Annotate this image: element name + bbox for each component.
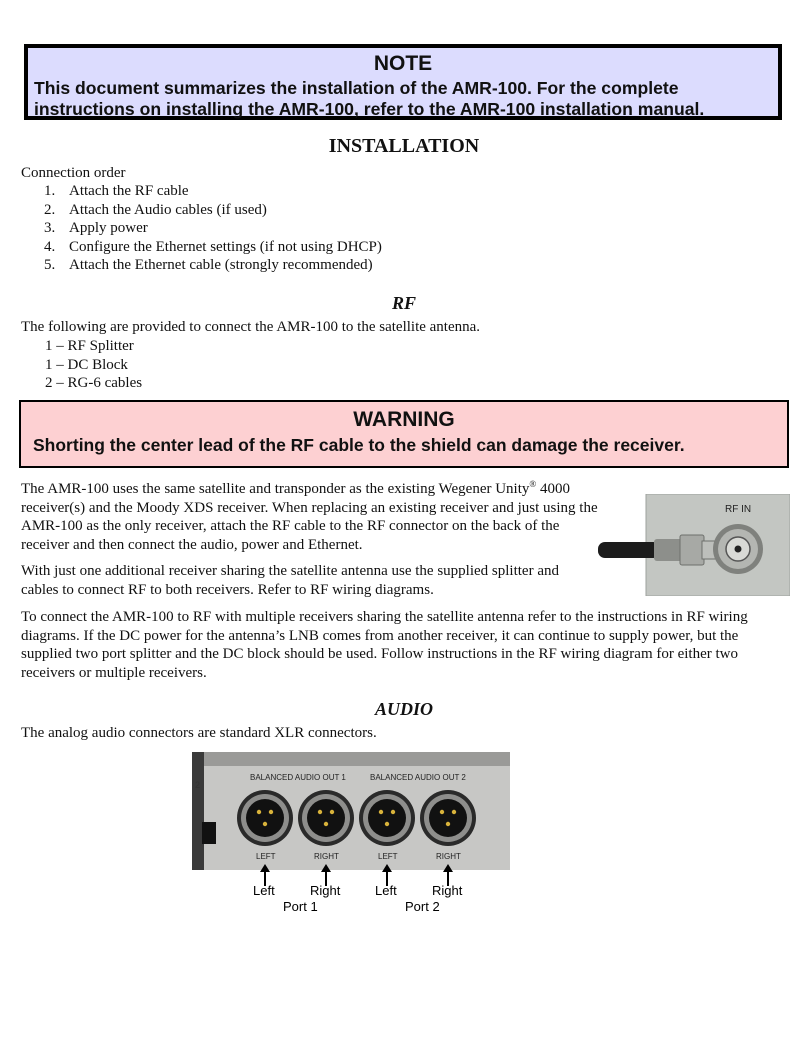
installation-heading: INSTALLATION	[328, 135, 480, 157]
balanced-audio-out-1-label: BALANCED AUDIO OUT 1	[250, 773, 346, 782]
list-item: 2 – RG-6 cables	[45, 375, 143, 391]
rf-connector-photo	[598, 494, 790, 596]
warning-title: WARNING	[353, 408, 455, 431]
paragraph-replacement: The AMR-100 uses the same satellite and transponder as the existing Wegener Unity® 4000 receiver(s) and the Moody XDS receiver. When replacing an existing receiver and just using the AMR-100 as the only receiver, attach the RF cable to the RF connector on the back of the receiver and then connect the audio, power and Ethernet.	[21, 479, 598, 553]
list-item: 5. Attach the Ethernet cable (strongly recommended)	[44, 257, 373, 274]
connector-label: LEFT	[378, 852, 398, 861]
rf-in-label: RF IN	[725, 504, 752, 515]
xlr-connector-left-1	[237, 790, 293, 846]
connector-label: RIGHT	[314, 852, 339, 861]
note-box	[24, 44, 782, 120]
caption-left-port-1: Left	[253, 883, 275, 898]
paragraph-multiple-receivers: To connect the AMR-100 to RF with multiple receivers sharing the satellite antenna refer to the instructions in RF wiring diagrams. If the DC power for the antenna’s LNB comes from another receiver, it can continue to supply power, but the supplied two port splitter and the DC block should be used. Follow instructions in the RF wiring diagram for either two receivers or multiple receivers.	[21, 609, 748, 681]
caption-port-1: Port 1	[283, 899, 318, 914]
warning-box	[19, 400, 789, 468]
rf-intro: The following are provided to connect the AMR-100 to the satellite antenna.	[21, 319, 481, 335]
list-item: 1 – RF Splitter	[45, 338, 134, 354]
xlr-connector-right-1	[298, 790, 354, 846]
list-item: 3. Apply power	[44, 220, 148, 237]
connection-order-label: Connection order	[21, 165, 126, 181]
note-title: NOTE	[373, 52, 433, 75]
audio-arrows	[250, 864, 460, 888]
list-item: 1 – DC Block	[45, 356, 128, 373]
list-item: 1. Attach the RF cable	[44, 183, 189, 199]
audio-heading: AUDIO	[374, 699, 433, 719]
caption-left-port-2: Left	[375, 883, 397, 898]
paragraph-one-additional-receiver: With just one additional receiver sharing the satellite antenna use the supplied splitter and cables to connect RF to both receivers. Refer to RF wiring diagrams.	[21, 563, 559, 598]
caption-right-port-1: Right	[310, 883, 341, 898]
list-item: 2. Attach the Audio cables (if used)	[44, 201, 267, 218]
audio-intro: The analog audio connectors are standard XLR connectors.	[21, 725, 377, 741]
note-body: This document summarizes the installation of the AMR-100. For the complete instructions on installing the AMR-100, refer to the AMR-100 installation manual.	[34, 78, 705, 119]
warning-body: Shorting the center lead of the RF cable to the shield can damage the receiver.	[33, 435, 685, 455]
rf-items-list	[45, 337, 142, 393]
caption-port-2: Port 2	[405, 899, 440, 914]
connector-label: LEFT	[256, 852, 276, 861]
connector-label: RIGHT	[436, 852, 461, 861]
list-item: 4. Configure the Ethernet settings (if not using DHCP)	[44, 238, 382, 255]
balanced-audio-out-2-label: BALANCED AUDIO OUT 2	[370, 773, 466, 782]
xlr-connector-left-2	[359, 790, 415, 846]
audio-panel-photo	[192, 752, 510, 870]
connection-steps-list	[44, 182, 382, 275]
xlr-connector-right-2	[420, 790, 476, 846]
panel-side-number: 2	[195, 780, 201, 790]
rf-heading: RF	[391, 293, 416, 313]
caption-right-port-2: Right	[432, 883, 463, 898]
